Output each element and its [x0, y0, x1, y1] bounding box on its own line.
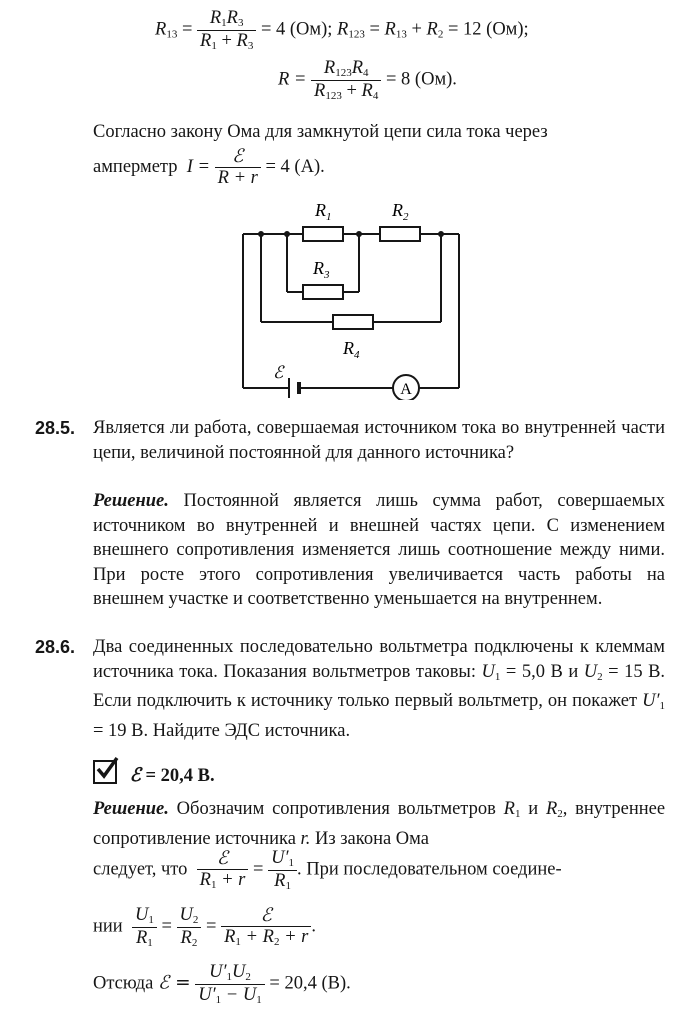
ammeter-label: A	[400, 381, 412, 398]
formula-ohm-voltmeter: следует, что $\frac{\text{ℰ}}{R_1 + r}$ = $\frac{U'_1}{R_1}$ . При последовательном соедине-	[93, 848, 562, 892]
formula-current: амперметр I = $\frac{\text{ℰ}}{R + r}$ = 4 (А).	[93, 146, 325, 189]
problem-number-28-6: 28.6.	[35, 637, 76, 657]
label-r1: $R_1$	[315, 200, 332, 223]
label-r3: $R_3$	[313, 258, 330, 281]
battery-icon	[289, 378, 299, 398]
fraction: $\frac{U'_1}{R_1}$	[268, 848, 297, 892]
fraction: $\frac{\text{ℰ}}{R_1 + R_2 + r}$	[221, 905, 311, 949]
problem-28-5-question: Является ли работа, совершаемая источником тока во внутренней части цепи, величиной постоянной для данного источника?	[93, 418, 665, 463]
formula-series: нии $\frac{U_1}{R_1}$ = $\frac{U_2}{R_2}$ = $\frac{\text{ℰ}}{R_1 + R_2 + r}$ .	[93, 905, 316, 949]
resistor-r2	[380, 227, 420, 241]
problem-28-6-solution-intro: Решение. Обозначим сопротивления вольтметров $R_1$ и $R_2$, внутреннее сопротивление источника r. Из закона Ома	[93, 799, 666, 849]
fraction: $\frac{U_1}{R_1}$	[132, 905, 157, 949]
label-r2: $R_2$	[392, 200, 409, 223]
fraction: $\frac{U_2}{R_2}$	[177, 905, 202, 949]
resistor-r1	[303, 227, 343, 241]
ohm-law-intro: Согласно закону Ома для замкнутой цепи сила тока через	[93, 122, 548, 142]
problem-number-28-5: 28.5.	[35, 418, 76, 438]
resistor-r4	[333, 315, 373, 329]
formula-r13-r123: $R_{13}$ = $\frac{R_1R_3}{R_1 + R_3}$ = 4 (Ом); $R_{123} = R_{13} + R_2 = 12$ (Ом);	[155, 8, 529, 52]
formula-r-total: R = $\frac{R_{123}R_4}{R_{123} + R_4}$ = 8 (Ом).	[278, 58, 457, 102]
label-r4: $R_4$	[343, 338, 360, 361]
fraction: $\frac{\text{ℰ}}{R_1 + r}$	[197, 848, 249, 892]
fraction: $\frac{R_1R_3}{R_1 + R_3}$	[197, 8, 256, 52]
label-emf: ℰ	[273, 363, 284, 383]
fraction: $\frac{\text{ℰ}}{R + r}$	[215, 146, 261, 190]
circuit-diagram	[225, 190, 475, 400]
problem-28-5-solution: Решение. Постоянной является лишь сумма работ, совершаемых источником во внутренней и внешней частях цепи. С изменением внешнего сопротивления изменяется лишь соотношение между ними. При росте этого сопротивления увеличивается часть работы на внешнем участке и соответственно уменьшается на внутреннем.	[93, 491, 665, 609]
problem-28-6-question: Два соединенных последовательно вольтметра подключены к клеммам источника тока. Показания вольтметров таковы: $U_1 = 5,0$ В и $U_2 = 15$ В. Если подключить к источнику только первый вольтметр, он покажет $U'_1 = 19$ В. Найдите ЭДС источника.	[93, 637, 666, 741]
formula-result: Отсюда ℰ = $\frac{U'_1U_2}{U'_1 - U_1}$ = 20,4 (В).	[93, 962, 351, 1006]
answer-line: ℰ = 20,4 В.	[93, 760, 215, 787]
resistor-r3	[303, 285, 343, 299]
fraction: $\frac{U'_1U_2}{U'_1 - U_1}$	[195, 962, 265, 1006]
checkbox-checked-icon	[93, 760, 117, 784]
fraction: $\frac{R_{123}R_4}{R_{123} + R_4}$	[311, 58, 381, 102]
